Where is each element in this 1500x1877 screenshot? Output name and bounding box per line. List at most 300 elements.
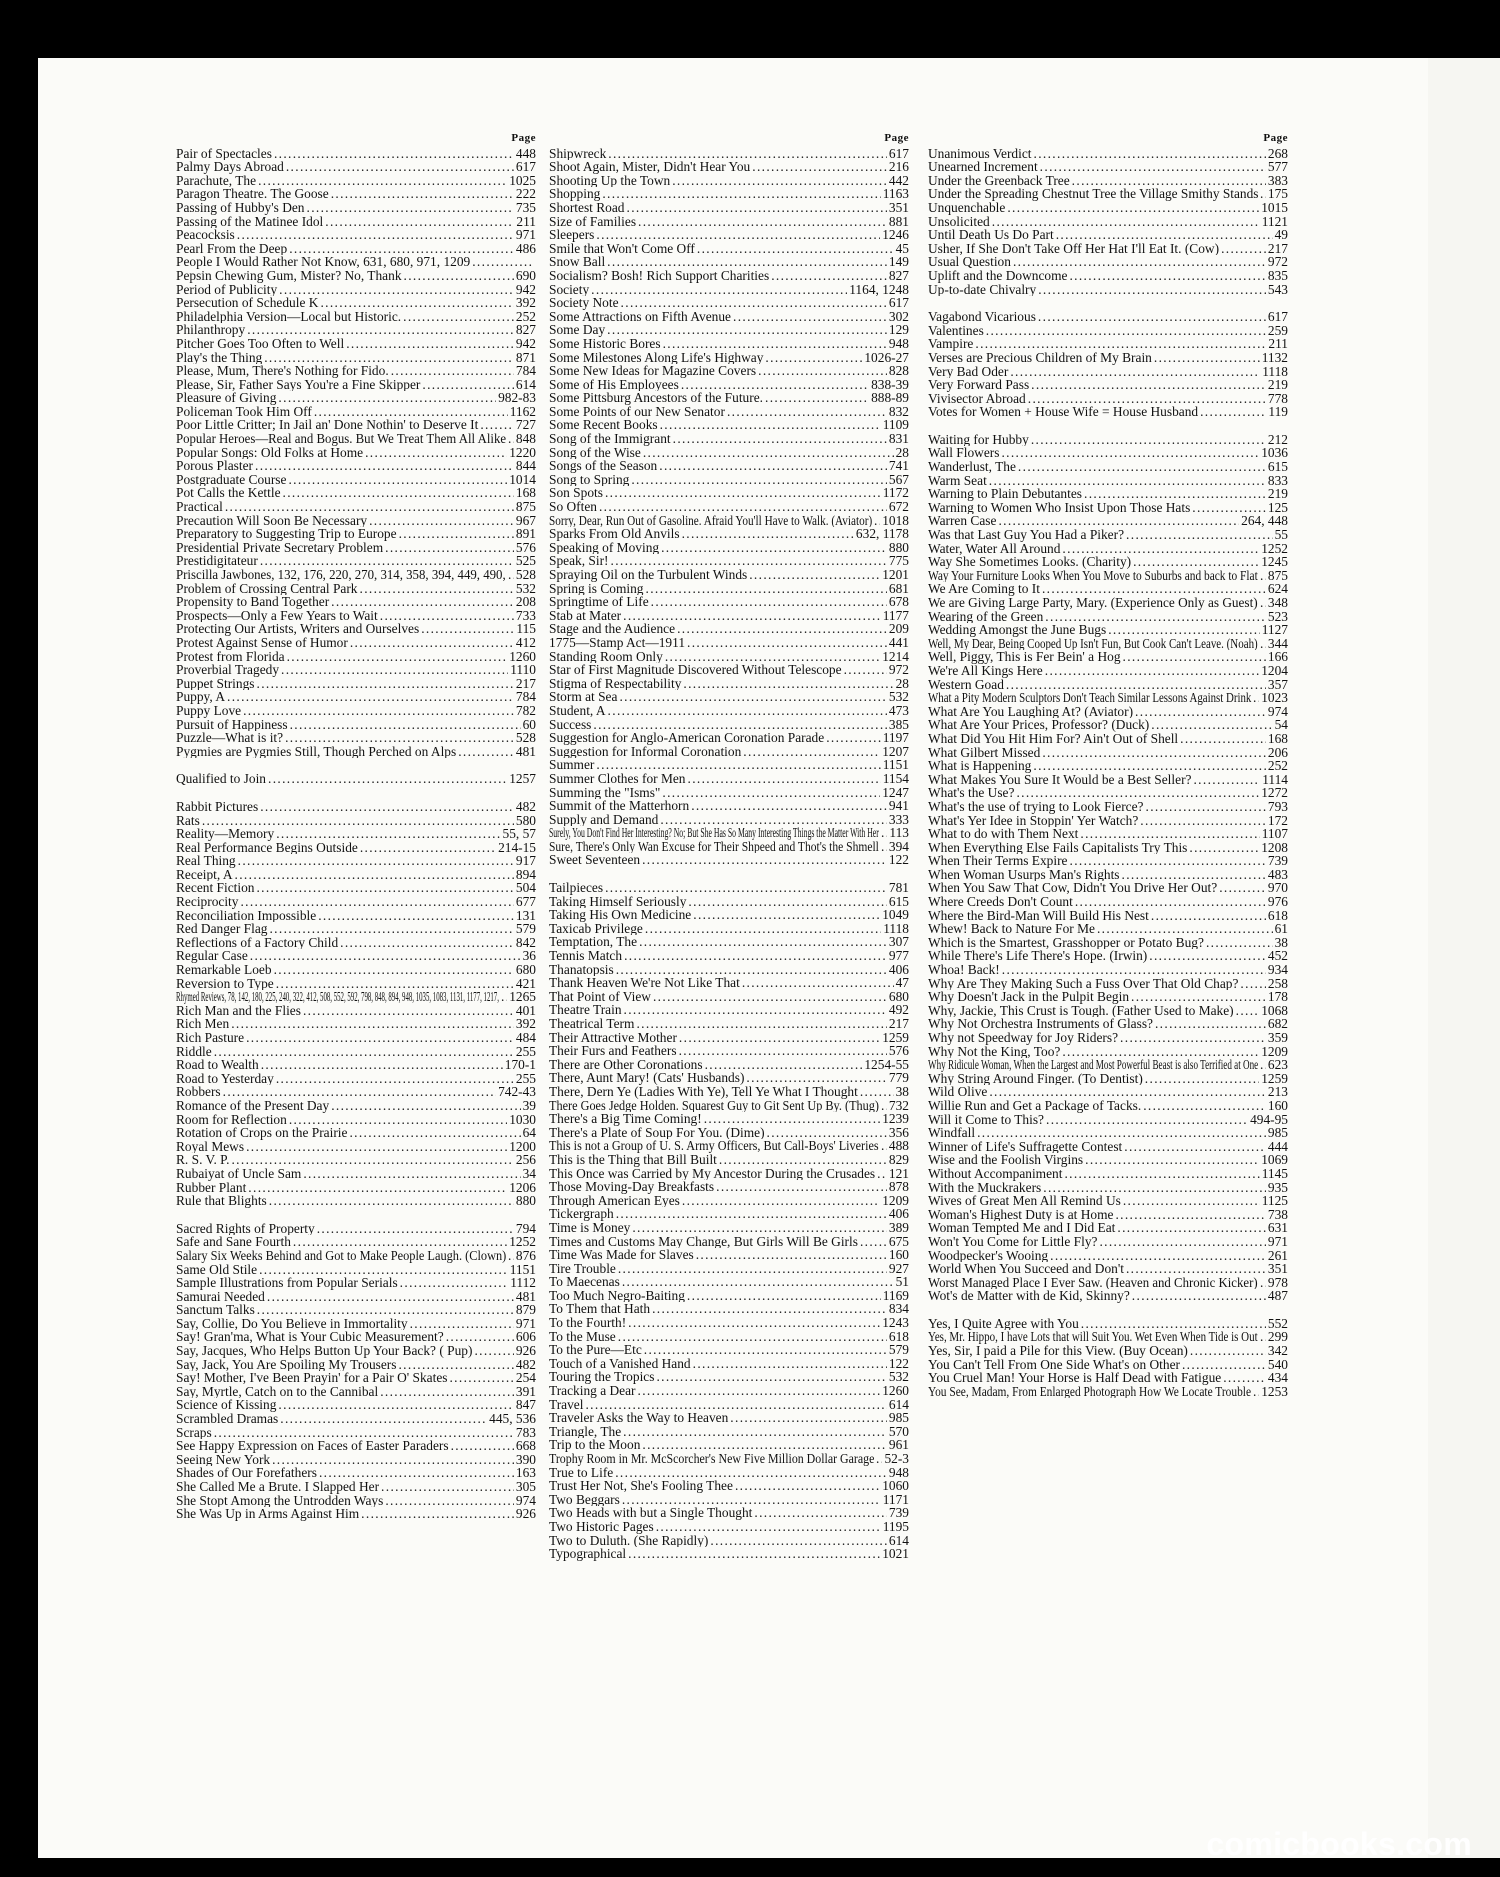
entry-page-number: 970 [1267, 881, 1288, 896]
entry-title: Popular Heroes—Real and Bogus. But We Treat Them All Alike [176, 432, 507, 446]
index-entry [549, 1235, 909, 1249]
entry-page-number: 54 [1274, 718, 1288, 732]
entry-page-number: 448 [515, 146, 536, 161]
index-entry [176, 800, 536, 814]
entry-title: Some Points of our New Senator [549, 404, 725, 419]
dot-leader [1140, 814, 1266, 828]
index-entry [928, 814, 1288, 828]
index-entry [549, 922, 909, 936]
dot-leader [279, 283, 514, 297]
dot-leader [631, 473, 887, 487]
entry-title: Snow Ball [549, 255, 606, 269]
entry-title: Touring the Tropics [549, 1370, 655, 1385]
index-entry [549, 1044, 909, 1058]
entry-title: To the Fourth! [549, 1316, 627, 1330]
entry-title: Tracking a Dear [549, 1384, 636, 1398]
dot-leader [733, 310, 887, 324]
dot-leader [877, 1167, 887, 1181]
entry-page-number: 1272 [1261, 786, 1288, 800]
entry-title: Puppy, A [176, 690, 225, 704]
dot-leader [1062, 542, 1259, 556]
dot-leader [349, 1126, 520, 1140]
entry-page-number: 170-1 [504, 1058, 536, 1072]
entry-page-number: 1068 [1261, 1003, 1288, 1018]
entry-title: Please, Sir, Father Says You're a Fine Skipper [176, 377, 421, 392]
dot-leader [719, 1153, 887, 1167]
entry-title: Stage and the Audience [549, 622, 676, 636]
entry-page-number: 579 [515, 922, 536, 936]
index-entry [176, 704, 536, 718]
entry-page-number: 985 [888, 1411, 909, 1425]
index-entry [176, 1031, 536, 1045]
entry-page-number: 259 [1267, 323, 1288, 338]
dot-leader [1260, 569, 1266, 583]
entry-title: Say! Gran'ma, What is Your Cubic Measurement? [176, 1330, 444, 1345]
entry-title: Rabbit Pictures [176, 799, 259, 814]
dot-leader [1006, 678, 1266, 692]
dot-leader [1260, 637, 1266, 651]
entry-title: Prospects—Only a Few Years to Wait [176, 608, 378, 623]
entry-page-number: 390 [515, 1452, 536, 1467]
entry-title: Rubaiyat of Uncle Sam [176, 1166, 302, 1181]
entry-title: Why Ridicule Woman, When the Largest and Most Powerful Beast is also Terrified at One [928, 1058, 1259, 1072]
index-entry [928, 1017, 1288, 1031]
entry-title: Puppy Love [176, 703, 242, 718]
index-entry [549, 473, 909, 487]
entry-page-number: 617 [888, 146, 909, 161]
entry-page-number: 835 [1267, 268, 1288, 283]
dot-leader [665, 650, 880, 664]
index-entry [549, 364, 909, 378]
index-entry [928, 351, 1288, 365]
entry-page-number: 783 [515, 1425, 536, 1440]
dot-leader [696, 1248, 887, 1262]
entry-page-number: 668 [515, 1439, 536, 1453]
index-entry [176, 1358, 536, 1372]
dot-leader [246, 1140, 507, 1154]
entry-page-number: 45 [895, 241, 909, 256]
entry-page-number: 482 [515, 799, 536, 814]
entry-page-number: 1171 [882, 1492, 909, 1507]
entry-title: To the Pure—Etc [549, 1343, 642, 1357]
entry-page-number: 1125 [1261, 1194, 1288, 1208]
entry-title: Size of Families [549, 214, 637, 229]
index-entry [176, 936, 536, 950]
index-entry [176, 351, 536, 365]
entry-title: Protecting Our Artists, Writers and Ourselves [176, 622, 420, 636]
dot-leader [652, 1302, 887, 1316]
entry-title: This is not a Group of U. S. Army Officers, But Call-Boys' Liveries [549, 1139, 879, 1153]
index-entry [176, 1385, 536, 1399]
index-entry [176, 1317, 536, 1331]
index-entry [928, 501, 1288, 515]
entry-page-number: 34 [522, 1166, 536, 1181]
entry-title: Whoa! Back! [928, 963, 1000, 977]
entry-page-number: 926 [515, 1344, 536, 1358]
index-entry [549, 990, 909, 1004]
dot-leader [360, 582, 514, 596]
index-entry [176, 242, 536, 256]
dot-leader [683, 677, 893, 691]
entry-title: Well, Piggy, This is Fer Bein' a Hog [928, 650, 1121, 664]
dot-leader [636, 1017, 886, 1031]
entry-page-number: 486 [515, 241, 536, 256]
index-entry [549, 650, 909, 664]
entry-page-number: 385 [888, 717, 909, 732]
entry-title: Unsolicited [928, 214, 990, 229]
entry-title: Passing of Hubby's Den [176, 200, 305, 215]
entry-page-number: 442 [888, 173, 909, 188]
dot-leader [214, 1426, 514, 1440]
index-entry [928, 705, 1288, 719]
entry-page-number: 781 [888, 881, 909, 895]
entry-title: Unearned Increment [928, 160, 1038, 174]
index-entry [176, 418, 536, 432]
index-entry [176, 1453, 536, 1467]
entry-title: Parachute, The [176, 173, 257, 188]
entry-title: Tennis Match [549, 949, 623, 963]
index-entry [549, 1438, 909, 1452]
entry-page-number: 1036 [1261, 446, 1288, 461]
entry-page-number: 1014 [509, 472, 536, 487]
index-entry [176, 1466, 536, 1480]
dot-leader [231, 1153, 513, 1167]
index-entry [549, 351, 909, 365]
dot-leader [691, 799, 887, 813]
entry-title: Their Attractive Mother [549, 1030, 677, 1045]
entry-page-number: 1252 [509, 1235, 536, 1249]
dot-leader [591, 283, 847, 297]
dot-leader [605, 881, 887, 895]
entry-title: Poor Little Critter; In Jail an' Done Nothin' to Deserve It [176, 418, 479, 433]
index-entry [549, 323, 909, 337]
dot-leader [1001, 446, 1259, 460]
entry-title: Woman Tempted Me and I Did Eat [928, 1221, 1116, 1235]
dot-leader [1145, 1072, 1259, 1086]
entry-page-number: 1107 [1261, 827, 1288, 841]
dot-leader [474, 1344, 513, 1358]
index-entry [176, 174, 536, 188]
entry-title: Shooting Up the Town [549, 173, 671, 188]
entry-page-number: 576 [515, 540, 536, 555]
entry-page-number: 216 [888, 160, 909, 174]
index-entry [549, 1466, 909, 1480]
dot-leader [661, 541, 887, 555]
entry-title: Pygmies are Pygmies Still, Though Perched on Alps [176, 744, 457, 759]
dot-leader [673, 432, 887, 446]
dot-leader [874, 514, 880, 528]
entry-page-number: 735 [515, 200, 536, 215]
index-entry [176, 949, 536, 963]
dot-leader [608, 704, 887, 718]
entry-page-number: 888-89 [871, 391, 909, 405]
entry-title: Speak, Sir! [549, 554, 609, 568]
entry-page-number: 255 [515, 1044, 536, 1059]
entry-title: Very Bad Oder [928, 364, 1009, 379]
entry-page-number: 1060 [882, 1479, 909, 1493]
entry-page-number: 175 [1267, 187, 1288, 201]
entry-title: Sacred Rights of Property [176, 1221, 315, 1236]
dot-leader [677, 622, 887, 636]
index-entry [549, 1357, 909, 1371]
entry-page-number: 1164, 1248 [849, 282, 909, 297]
entry-title: Western Goad [928, 677, 1004, 692]
entry-page-number: 942 [515, 282, 536, 297]
index-entry [928, 1317, 1288, 1331]
index-entry [549, 1493, 909, 1507]
dot-leader [767, 1126, 887, 1140]
entry-title: Pot Calls the Kettle [176, 486, 281, 501]
dot-leader [651, 595, 887, 609]
index-entry [176, 1507, 536, 1521]
adjacent-page-edge [1428, 58, 1500, 1858]
index-entry [928, 610, 1288, 624]
dot-leader [225, 500, 514, 514]
entry-page-number: 784 [515, 690, 536, 704]
site-watermark: comicbooks.com [1206, 1826, 1472, 1862]
dot-leader [365, 446, 507, 460]
dot-leader [398, 1358, 513, 1372]
index-entry [928, 378, 1288, 392]
index-entry [176, 500, 536, 514]
dot-leader [1099, 1235, 1265, 1249]
dot-leader [876, 1452, 882, 1466]
entry-title: Pepsin Chewing Gum, Mister? No, Thank [176, 268, 402, 283]
entry-title: Well, My Dear, Being Cooped Up Isn't Fun, But Cook Can't Leave. (Noah) [928, 636, 1258, 651]
entry-title: You Cruel Man! Your Horse is Half Dead with Fatigue [928, 1371, 1222, 1385]
entry-page-number: 473 [888, 703, 909, 718]
entry-page-number: 208 [515, 595, 536, 609]
index-entry [176, 963, 536, 977]
entry-page-number: 1163 [882, 187, 909, 201]
index-entry [928, 337, 1288, 351]
entry-page-number: 678 [888, 595, 909, 609]
index-entry [176, 568, 536, 582]
index-entry [928, 1344, 1288, 1358]
entry-title: Propensity to Band Together [176, 595, 330, 609]
entry-title: Rhymed Reviews, 78, 142, 180, 225, 240, 322, 412, 508, 552, 592, 798, 848, 894, 948, 1035, 1083, 1131, 1177, 1217, [176, 990, 499, 1004]
entry-page-number: 1204 [1261, 663, 1288, 678]
entry-title: Whew! Back to Nature For Me [928, 922, 1095, 936]
index-entry [549, 963, 909, 977]
entry-page-number: 219 [1267, 487, 1288, 501]
entry-page-number: 441 [888, 635, 909, 650]
index-entry [176, 446, 536, 460]
entry-title: Sweet Seventeen [549, 853, 641, 868]
index-entry [549, 514, 909, 528]
entry-title: Room for Reflection [176, 1112, 287, 1127]
index-entry [549, 160, 909, 174]
entry-page-number: 1220 [509, 445, 536, 460]
index-entry [176, 1249, 536, 1263]
index-entry [549, 201, 909, 215]
index-entry [928, 881, 1288, 895]
entry-page-number: 211 [516, 214, 536, 229]
entry-title: Yes, I Quite Agree with You [928, 1316, 1079, 1331]
entry-title: 1775—Stamp Act—1911 [549, 635, 686, 650]
entry-page-number: 1110 [510, 663, 536, 677]
dot-leader [1133, 555, 1259, 569]
entry-page-number: 682 [1267, 1017, 1288, 1031]
entry-title: Passing of the Matinee Idol [176, 214, 324, 229]
dot-leader [660, 418, 881, 432]
dot-leader [276, 977, 514, 991]
index-entry [549, 1085, 909, 1099]
dot-leader [1038, 283, 1266, 297]
index-entry [549, 704, 909, 718]
dot-leader [422, 378, 514, 392]
entry-page-number: 971 [515, 228, 536, 242]
entry-page-number: 615 [1267, 460, 1288, 474]
entry-page-number: 214-15 [498, 840, 536, 855]
dot-leader [623, 609, 881, 623]
entry-title: Shipwreck [549, 146, 607, 161]
entry-title: Rich Man and the Flies [176, 1003, 301, 1018]
dot-leader [1042, 582, 1266, 596]
dot-leader [602, 187, 880, 201]
entry-title: Shoot Again, Mister, Didn't Hear You [549, 160, 751, 174]
dot-leader [246, 1031, 514, 1045]
entry-title: Sure, There's Only Wan Excuse for Their Shpeed and Thot's the Shmell [549, 839, 879, 854]
dot-leader [331, 595, 514, 609]
index-entry [549, 976, 909, 990]
dot-leader [605, 486, 881, 500]
index-entry [549, 228, 909, 242]
entry-title: Wedding Amongst the June Bugs [928, 623, 1107, 637]
dot-leader [1016, 786, 1259, 800]
entry-title: Salary Six Weeks Behind and Got to Make People Laugh. (Clown) [176, 1248, 507, 1263]
dot-leader [599, 500, 887, 514]
entry-page-number: 880 [515, 1194, 536, 1208]
dot-leader [303, 1004, 514, 1018]
entry-title: Taking His Own Medicine [549, 908, 692, 922]
index-entry [928, 759, 1288, 773]
entry-page-number: 1208 [1261, 840, 1288, 855]
dot-leader [660, 813, 887, 827]
entry-page-number: 1260 [509, 649, 536, 664]
index-entry [928, 1031, 1288, 1045]
entry-page-number: 617 [1267, 310, 1288, 324]
dot-leader [860, 1085, 894, 1099]
entry-title: This Once was Carried by My Ancestor During the Crusades [549, 1166, 876, 1181]
entry-page-number: 927 [888, 1261, 909, 1276]
entry-title: Presidential Private Secretary Problem [176, 540, 384, 555]
index-entry [176, 650, 536, 664]
dot-leader [642, 853, 887, 867]
index-entry [928, 1276, 1288, 1290]
entry-page-number: 211 [1268, 337, 1288, 351]
entry-page-number: 55 [1274, 528, 1288, 542]
index-entry [549, 527, 909, 541]
dot-leader [1084, 487, 1266, 501]
dot-leader [381, 1480, 514, 1494]
entry-title: Philadelphia Version—Local but Historic. [176, 309, 402, 324]
dot-leader [998, 514, 1239, 528]
entry-page-number: 406 [888, 1207, 909, 1221]
entry-page-number: 434 [1267, 1371, 1288, 1385]
index-entry [549, 772, 909, 786]
entry-title: Precaution Will Soon Be Necessary [176, 513, 368, 528]
entry-title: Shortest Road [549, 200, 625, 215]
entry-title: Wanderlust, The [928, 460, 1016, 474]
entry-title: Some Recent Books [549, 418, 658, 433]
entry-title: Shopping [549, 187, 601, 201]
index-entry [549, 813, 909, 827]
index-entry [176, 1194, 536, 1208]
entry-page-number: 1243 [882, 1316, 909, 1330]
index-entry [928, 909, 1288, 923]
entry-page-number: 948 [888, 336, 909, 351]
index-entry [176, 1085, 536, 1099]
dot-leader [1031, 433, 1266, 447]
index-entry [549, 622, 909, 636]
dot-leader [259, 1263, 508, 1277]
index-entry [928, 1072, 1288, 1086]
entry-page-number: 412 [515, 635, 536, 650]
entry-title: Prestidigitateur [176, 554, 258, 568]
entry-page-number: 778 [1267, 391, 1288, 406]
index-entry [176, 814, 536, 828]
entry-page-number: 971 [1267, 1234, 1288, 1249]
entry-page-number: 827 [515, 323, 536, 337]
entry-title: You Can't Tell From One Side What's on Other [928, 1357, 1180, 1372]
entry-title: Song of the Immigrant [549, 432, 671, 446]
entry-page-number: 614 [515, 377, 536, 392]
index-entry [176, 1344, 536, 1358]
entry-title: Spraying Oil on the Turbulent Winds [549, 568, 748, 582]
dot-leader [1043, 1181, 1266, 1195]
entry-page-number: 356 [888, 1125, 909, 1140]
index-entry [928, 1085, 1288, 1099]
entry-page-number: 1206 [509, 1180, 536, 1195]
entry-title: When Their Terms Expire [928, 854, 1068, 868]
entry-title: Uplift and the Downcome [928, 268, 1068, 283]
entry-title: This is the Thing that Bill Built [549, 1152, 717, 1167]
entry-page-number: 680 [515, 963, 536, 977]
dot-leader [1182, 1358, 1266, 1372]
index-entry [549, 758, 909, 772]
entry-title: Speaking of Moving [549, 540, 660, 555]
entry-page-number: 1109 [882, 418, 909, 433]
entry-title: Way She Sometimes Looks. (Charity) [928, 555, 1132, 569]
index-entry [176, 881, 536, 895]
dot-leader [1075, 895, 1266, 909]
entry-title: Why not Speedway for Joy Riders? [928, 1031, 1119, 1045]
entry-title: Two Historic Pages [549, 1519, 654, 1534]
entry-title: Very Forward Pass [928, 378, 1030, 392]
dot-leader [616, 963, 887, 977]
entry-page-number: 351 [888, 200, 909, 215]
index-entry [549, 731, 909, 745]
index-entry [928, 528, 1288, 542]
section-gap [549, 867, 909, 881]
index-entry [928, 664, 1288, 678]
dot-leader [214, 1045, 514, 1059]
index-entry [549, 1153, 909, 1167]
index-entry [928, 1249, 1288, 1263]
entry-title: Under the Greenback Tree [928, 173, 1070, 188]
entry-title: Son Spots [549, 486, 603, 501]
index-entry [549, 949, 909, 963]
dot-leader [623, 1425, 887, 1439]
entry-page-number: 333 [888, 812, 909, 827]
entry-title: Student, A [549, 703, 606, 718]
index-entry [549, 283, 909, 297]
index-entry [549, 595, 909, 609]
entry-title: Times and Customs May Change, But Girls Will Be Girls [549, 1234, 858, 1249]
entry-title: Suggestion for Informal Coronation [549, 744, 742, 759]
entry-page-number: 831 [888, 432, 909, 446]
